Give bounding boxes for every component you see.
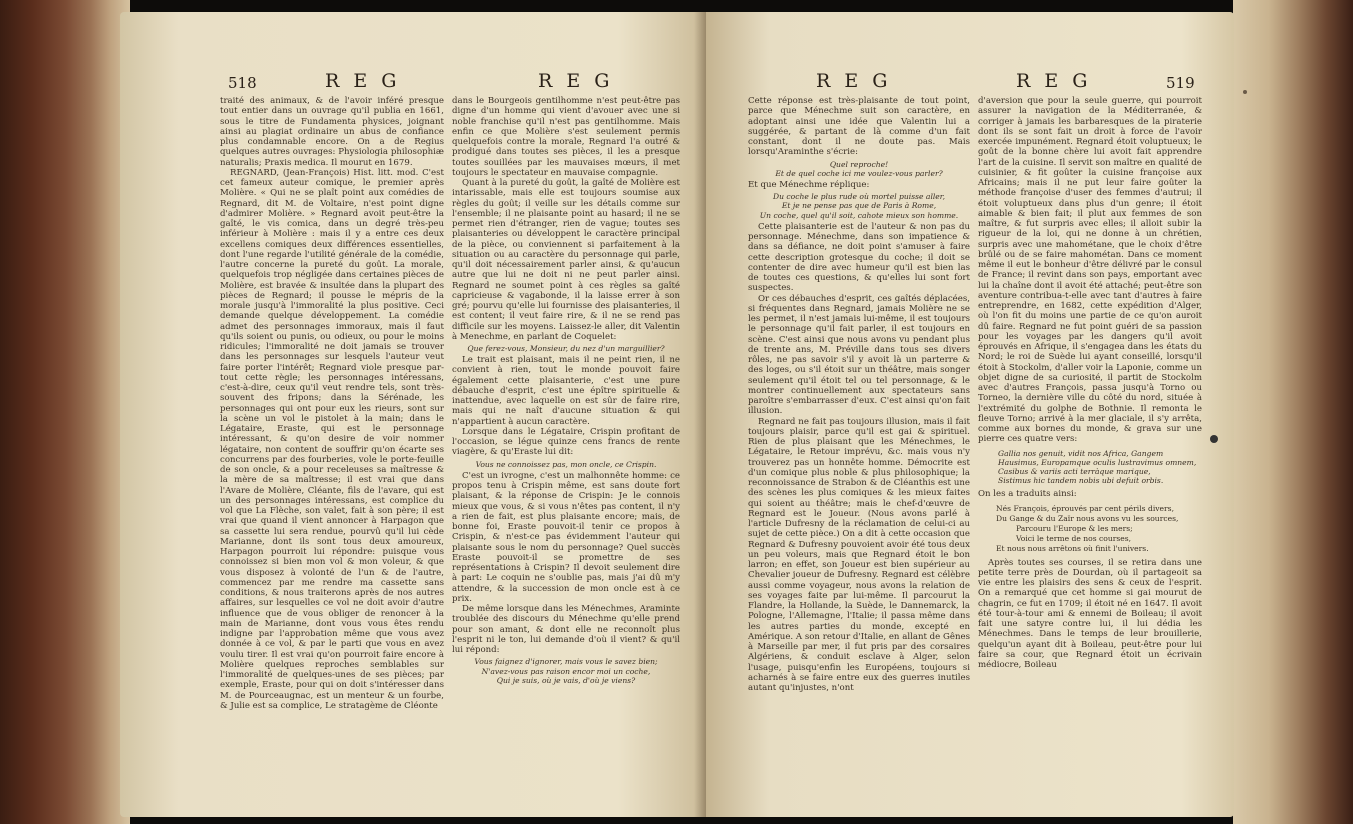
paragraph: Regnard ne fait pas toujours illusion, mais il fait toujours plaisir, parce qu'il est gai & spirituel. Rien de plus plaisant que les Ménechmes, le Légataire, le Retour imprévu, &c. mais vous n'y trouverez pas un honnête homme. Démocrite est d'un comique plus noble & plus philosophique; la reconnoissance de Strabon & de Cléanthis est une des scènes les plus comiques & les mieux faites qui soient au théâtre; mais le chef-d'œuvre de Regnard est le Joueur. (Nous avons parlé à l'article Dufresny de la réclamation de celui-ci au sujet de cette pièce.) On a dit à cette occasion que Regnard & Dufresny pouvoient avoir été tous deux un peu voleurs, mais que Regnard étoit le bon larron; en effet, son Joueur est bien supérieur au Chevalier joueur de Dufresny. Regnard est célèbre aussi comme voyageur, nous avons la relation de ses voyages faite par lui-même. Il parcourut la Flandre, la Hollande, la Suède, le Dannemarck, la Pologne, l'Allemagne, l'Italie; il passa même dans les autres parties du monde, excepté en Amérique. A son retour d'Italie, en allant de Gênes à Marseille par mer, il fut pris par des corsaires Algériens, & conduit esclave à Alger, selon l'usage, puisqu'enfin les Européens, toujours si acharnés à se faire entre eux des guerres inutiles autant qu'injustes, n'ont — [748, 416, 970, 694]
paragraph: Et que Ménechme réplique: — [748, 179, 870, 190]
book-edge-right — [1233, 0, 1353, 824]
running-head-left-a: R E G — [325, 70, 401, 92]
book-edge-left — [0, 0, 130, 824]
paragraph: Or ces débauches d'esprit, ces gaîtés déplacées, si fréquentes dans Regnard, jamais Molière ne se les permet, il n'est jamais lui-même, il est toujours le personnage qu'il fait parler, il est toujours en scène. C'est ainsi que nous avons vu pendant plus de trente ans, M. Préville dans tous ses divers rôles, ne pas savoir s'il y avoit là un parterre & des loges, ou s'il étoit sur un théâtre, mais songer seulement qu'il étoit tel ou tel personnage, & le montrer continuellement aux spectateurs sans paroître s'embarrasser d'eux. C'est ainsi qu'on fait illusion. — [748, 293, 970, 417]
paragraph: Cette plaisanterie est de l'auteur & non pas du personnage. Ménechme, dans son impatience & dans sa défiance, ne doit point s'amuser à faire cette description grotesque du coche; il doit se contenter de dire avec humeur qu'il est bien las de toutes ces questions, & qu'elles lui sont fort suspectes. — [748, 221, 970, 294]
verse-line: Qui je suis, où je vais, d'où je viens? — [496, 675, 636, 685]
right-column-1 — [748, 96, 970, 693]
running-head-left-b: R E G — [538, 70, 614, 92]
ink-speck — [1243, 90, 1247, 94]
verse-line: Casibus & variis acti terràque marique, — [998, 466, 1151, 476]
right-page — [706, 12, 1234, 817]
verse-line: N'avez-vous pas raison encor moi un coche, — [481, 666, 651, 676]
verse-line: Voici le terme de nos courses, — [1016, 533, 1132, 543]
french-translation — [996, 504, 1202, 554]
running-head-right-b: R E G — [1016, 70, 1092, 92]
verse-line: Et de quel coche ici me voulez-vous parler? — [775, 168, 943, 178]
verse-line: Un coche, quel qu'il soit, cahote mieux son homme. — [759, 210, 959, 220]
page-number-right: 519 — [1166, 74, 1195, 92]
verse-line: Et je ne pense pas que de Paris à Rome, — [781, 201, 937, 211]
left-page — [120, 12, 706, 817]
verse-line: Nés François, éprouvés par cent périls divers, — [996, 503, 1174, 513]
paragraph-regnard: REGNARD, (Jean-François) Hist. litt. mod. C'est cet fameux auteur comique, le premier après Molière. « Qui ne se plaît point aux comédies de Regnard, dit M. de Voltaire, n'est point digne d'admirer Molière. » Regnard avoit peut-être la gaîté, le vis comica, dans un degré très-peu inférieur à Molière : mais il y a entre ces deux excellens comiques deux différences essentielles, dont l'une regarde l'utilité générale de la comédie, l'autre concerne la pureté du goût. La morale, quelquefois trop négligée dans certaines pièces de Molière, est bravée & insultée dans la plupart des pièces de Regnard; il pousse le mépris de la morale jusqu'à l'immoralité la plus positive. Ceci demande quelque développement. La comédie admet des personnages immoraux, mais il faut qu'ils soient ou punis, ou odieux, ou pour le moins ridicules; l'immoralité ne doit jamais se trouver dans les personnages sur lesquels l'auteur veut faire porter l'intérêt; Regnard viole presque par-tout cette règle; les personnages intéressans, c'est-à-dire, ceux qu'il veut rendre tels, sont très-souvent des fripons; dans la Sérénade, les personnages qui ont pour eux les rieurs, sont sur la scène un vol le pistolet à la main; dans le Légataire, Eraste, qui est le personnage intéressant, & qu'on desire de voir nommer légataire, non content de souffrir qu'on écarte ses concurrens par des fourberies, vole le porte-feuille de son oncle, & a pour receleuses sa maîtresse & la mère de sa maîtresse; il est vrai que dans l'Avare de Molière, Cléante, fils de l'avare, qui est un des personnages intéressans, est complice du vol que La Flèche, son valet, fait à son père; il est vrai que quand il vient annoncer à Harpagon que sa cassette lui sera rendue, pourvû qu'il lui cède Marianne, dont ils sont tous deux amoureux, Harpagon pourroit lui répondre: puisque vous connoissez si bien mon vol & mon voleur, & que vous disposez à volonté de l'un & de l'autre, commencez par me rendre ma cassette sans conditions, & nous traiterons après de nos autres affaires, sur lesquelles ce vol ne doit avoir d'autre influence que de vous obliger de renoncer à la main de Marianne, dont vous vous êtes rendu indigne par l'approbation même que vous avez donnée à ce vol, & par le parti que vous en avez voulu tirer. Il est vrai qu'on pourroit faire encore à Molière quelques reproches semblables sur l'immoralité de quelques-unes de ses pièces; par exemple, Eraste, pour qui on doit s'intéresser dans M. de Pourceaugnac, est un menteur & un fourbe, & Julie est sa complice, Le stratagème de Cléonte — [220, 167, 444, 711]
paragraph: De même lorsque dans les Ménechmes, Araminte troublée des discours du Ménechme qu'elle prend pour son amant, & dont elle ne reconnoît plus l'esprit ni le ton, lui demande d'où il vient? & qu'il lui répond: — [452, 604, 680, 656]
verse-quote — [748, 160, 970, 178]
verse-line: Hausimus, Europamque oculis lustravimus omnem, — [998, 457, 1197, 467]
verse-line: Parcouru l'Europe & les mers; — [1016, 523, 1133, 533]
latin-inscription — [998, 449, 1202, 486]
verse-line: Du coche le plus rude où mortel puisse aller, — [772, 192, 946, 202]
verse-quote: Vous ne connoissez pas, mon oncle, ce Crispin. — [475, 459, 657, 469]
paragraph: Quant à la pureté du goût, la gaîté de Molière est intarissable, mais elle est toujours soumise aux règles du goût; il veille sur les détails comme sur l'ensemble; il ne plaisante point au hasard; il ne se permet rien d'étranger, rien de vague; toutes ses plaisanteries ou développent le caractère principal de la pièce, ou conviennent si parfaitement à la situation ou au caractère du personnage qui parle, qu'il doit nécessairement parler ainsi, & qu'aucun autre que lui ne doit ni ne peut parler ainsi. Regnard ne soumet point à ces règles sa gaîté capricieuse & vagabonde, il la laisse errer à son gré; pourvu qu'elle lui fournisse des plaisanteries, il est content; il veut faire rire, & il ne se rend pas difficile sur les moyens. Laissez-le aller, dit Valentin à Menechme, en parlant de Coquelet: — [452, 178, 680, 342]
verse-line: Du Gange & du Zaïr nous avons vu les sources, — [996, 513, 1179, 523]
verse-quote: Que ferez-vous, Monsieur, du nez d'un marguillier? — [467, 344, 665, 353]
verse-line: Vous faignez d'ignorer, mais vous le savez bien; — [474, 657, 658, 667]
verse-line: Quel reproche! — [829, 159, 889, 169]
verse-line: Gallia nos genuit, vidit nos Africa, Gangem — [998, 448, 1164, 458]
paragraph: Le trait est plaisant, mais il ne peint rien, il ne convient à rien, tout le monde pouvoit faire également cette plaisanterie, c'est une pure débauche d'esprit, c'est une épître spirituelle & inattendue, avec laquelle on est sûr de faire rire, mais qui ne naît d'aucune situation & qui n'appartient à aucun caractère. — [452, 355, 680, 427]
left-column-1 — [220, 96, 444, 711]
paragraph: Cette réponse est très-plaisante de tout point, parce que Ménechme suit son caractère, en adoptant ainsi une idée que Valentin lui a suggérée, & partant de là comme d'un fait constant, dont il ne doute pas. Mais lorsqu'Araminthe s'écrie: — [748, 96, 970, 158]
paragraph: C'est un ivrogne, c'est un malhonnête homme: ce propos tenu à Crispin même, est sans doute fort plaisant, & la réponse de Crispin: Je le connois mieux que vous, & si vous n'êtes pas content, il n'y a rien de fait, est plus plaisante encore; mais, de bonne foi, Eraste pouvoit-il tenir ce propos à Crispin, & n'est-ce pas évidemment l'auteur qui plaisante sous le nom du personnage? Quel succès Eraste pouvoit-il se promettre de ses représentations à Crispin? Il devoit seulement dire à part: Le coquin ne s'oublie pas, mais j'ai dû m'y attendre, & la succession de mon oncle est à ce prix. — [452, 470, 680, 604]
verse-quote — [748, 192, 970, 220]
paragraph: d'aversion que pour la seule guerre, qui pourroit assurer la navigation de la Méditerranée, & corriger à jamais les barbaresques de la piraterie dont ils se sont fait un droit à force de l'avoir exercée impunément. Regnard étoit voluptueux; le goût de la bonne chère lui avoit fait apprendre l'art de la cuisine. Il servit son maître en qualité de cuisinier, & fit goûter la cuisine françoise aux Africains; mais il ne put leur faire goûter la méthode françoise d'user des femmes d'autrui; il étoit voluptueux dans plus d'un genre; il étoit aimable & bien fait; il plut aux femmes de son maître, & fut surpris avec elles; il alloit subir la rigueur de la loi, qui ne donne à un chrétien, surpris avec une mahométane, que le choix d'être brûlé ou de se faire mahométan. Dans ce moment même il eut le bonheur d'être délivré par le consul de France; il revint dans son pays, emportant avec lui la chaîne dont il avoit été attaché; peut-être son aventure contribua-t-elle avec tant d'autres à faire entreprendre, en 1682, cette expédition d'Alger, où l'on fit du moins une partie de ce qu'on auroit dû faire. Regnard ne fut point guéri de sa passion pour les voyages par les dangers qu'il avoit éprouvés en Afrique, il s'engagea dans les états du Nord; le roi de Suède lui ayant conseillé, lorsqu'il étoit à Stockolm, d'aller voir la Laponie, comme un objet digne de sa curiosité, il partit de Stockolm avec d'autres François, passa jusqu'à Torno ou Torneo, la dernière ville du côté du nord, située à l'extrémité du golphe de Bothnie. Il remonta le fleuve Torno; arrivé à la mer glaciale, il s'y arrêta, comme aux bornes du monde, & grava sur une pierre ces quatre vers: — [978, 96, 1202, 445]
paragraph: dans le Bourgeois gentilhomme n'est peut-être pas digne d'un homme qui vient d'avouer avec une si noble franchise qu'il n'est pas gentilhomme. Mais enfin ce que Molière s'est seulement permis quelquefois contre la morale, Regnard l'a outré & prodigué dans toutes ses pièces, il les a presque toutes souillées par les mauvaises mœurs, il met toujours le spectateur en mauvaise compagnie. — [452, 96, 680, 178]
paragraph: traité des animaux, & de l'avoir inféré presque tout entier dans un ouvrage qu'il publia en 1661, sous le titre de Fundamenta physices, joignant ainsi au plagiat ordinaire un abus de confiance plus condamnable encore. On a de Regius quelques autres ouvrages: Physiologia philosophiæ naturalis; Praxis medica. Il mourut en 1679. — [220, 96, 444, 168]
verse-line: Et nous nous arrêtons où finit l'univers. — [996, 543, 1149, 553]
verse-quote — [452, 657, 680, 685]
verse-line: Sistimus hic tandem nobis ubi defuit orbis. — [998, 476, 1164, 486]
paragraph: Lorsque dans le Légataire, Crispin profitant de l'occasion, se légue quinze cens francs de rente viagère, & qu'Eraste lui dit: — [452, 426, 680, 458]
left-column-2 — [452, 96, 680, 687]
page-number-left: 518 — [228, 74, 257, 92]
right-column-2 — [978, 96, 1202, 670]
page-hole-mark — [1210, 435, 1218, 443]
running-head-right-a: R E G — [816, 70, 892, 92]
paragraph: On les a traduits ainsi: — [978, 489, 1077, 500]
paragraph: Après toutes ses courses, il se retira dans une petite terre près de Dourdan, où il partageoit sa vie entre les plaisirs des sens & ceux de l'esprit. On a remarqué que cet homme si gai mourut de chagrin, ce fut en 1709; il étoit né en 1647. Il avoit été tour-à-tour ami & ennemi de Boileau; il avoit fait une satyre contre lui, il lui dédia les Ménechmes. Dans le temps de leur brouillerie, quelqu'un ayant dit à Boileau, peut-être pour lui faire sa cour, que Regnard étoit un écrivain médiocre, Boileau — [978, 557, 1202, 671]
